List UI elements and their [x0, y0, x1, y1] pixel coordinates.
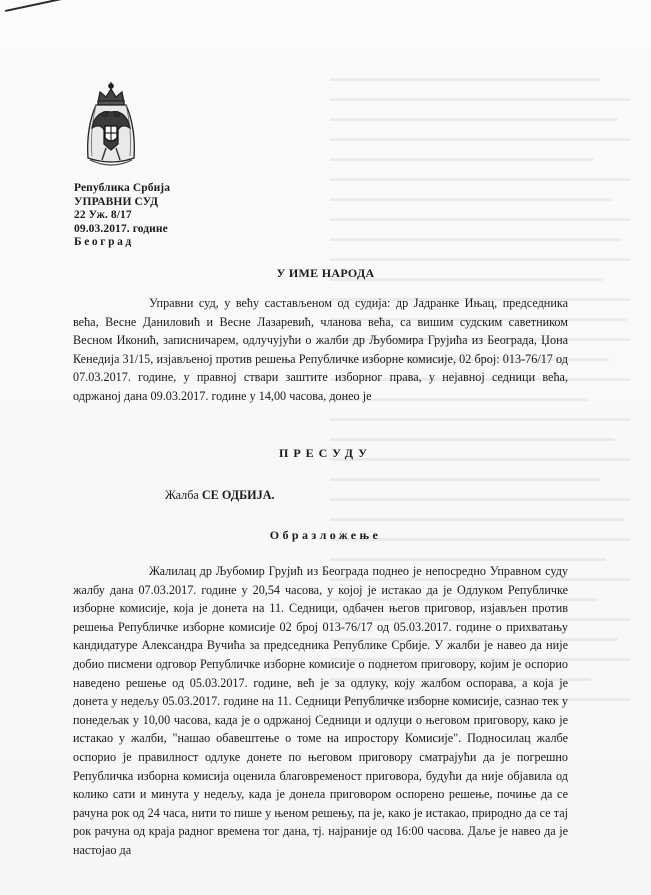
city-name: Београд [74, 236, 134, 248]
reasoning-title: Образложење [269, 528, 382, 542]
ruling-emphasis: СЕ ОДБИЈА. [201, 488, 275, 502]
court-header [74, 182, 170, 250]
decision-date: 09.03.2017. године [74, 222, 168, 235]
reasoning-paragraph: Жалилац др Љубомир Грујић из Београда поднео је непосредно Управном суду жалбу дана 07.03.2017. године у 20,54 часова, у којој је истакао да је Одлуком Републичке изборне комисије, која је донета на 11. Седници, одбачен његов приговор, изјављен против решења Републичке изборне комисије 02 број 013-76/17 од 05.03.2017. године о прихватању кандидатуре Александра Вучића за председника Републике Србије. У жалби је навео да није добио писмени одговор Републичке изборне комисије о поднетом приговору, којим је оспорио наведено решење од 05.03.2017. године, већ је за одлуку, коју жалбом оспорава, а која је донета у недељу 05.03.2017. године на 11. Седници Републичке изборне комисије, сазнао тек у понедељак у 10,00 часова, када је о одржаној Седници и одлуци о његовом приговору, како је истакао у жалби, "нашао обавештење о томе на ипростору Комисије". Подносилац жалбе оспорио је правилност одлуке донете по његовом приговору сматрајући да је погрешно Републичка изборна комисија оценила благовременост приговора, будући да није објавила од колико сати и минута у недељу, када је донела приговором оспорено решење, почиње да се рачуна рок од 24 часа, нити то пише у њеном решењу, па је, како је истакао, природно да се тај рок рачуна од краја радног времена тог дана, тј. најраније од 16:00 часова. Даље је навео да је настојао да [73, 564, 568, 857]
document-title: У ИМЕ НАРОДА [276, 266, 375, 280]
pen-mark [5, 0, 70, 12]
intro-paragraph: Управни суд, у већу састављеном од судија: др Јадранке Ињац, председника већа, Весне Даниловић и Весне Лазаревић, чланова већа, са вишим судским саветником Весном Иконић, записничарем, одлучујући о жалби др Љубомира Грујића из Београда, Џона Кенедија 31/15, изјављеној против решења Републичке изборне комисије, 02 број: 013-76/17 од 07.03.2017. године, у правној ствари заштите изборног права, у нејавној седници већа, одржаној дана 09.03.2017. године у 14,00 часова, донео је [73, 296, 568, 403]
verdict-title: ПРЕСУДУ [279, 446, 372, 460]
ruling-statement [165, 488, 275, 503]
ruling-prefix: Жалба [165, 488, 202, 502]
coat-of-arms-icon [80, 80, 142, 172]
republic-line: Република Србија [74, 182, 171, 194]
court-name: УПРАВНИ СУД [74, 195, 159, 208]
case-number: 22 Уж. 8/17 [74, 209, 132, 221]
